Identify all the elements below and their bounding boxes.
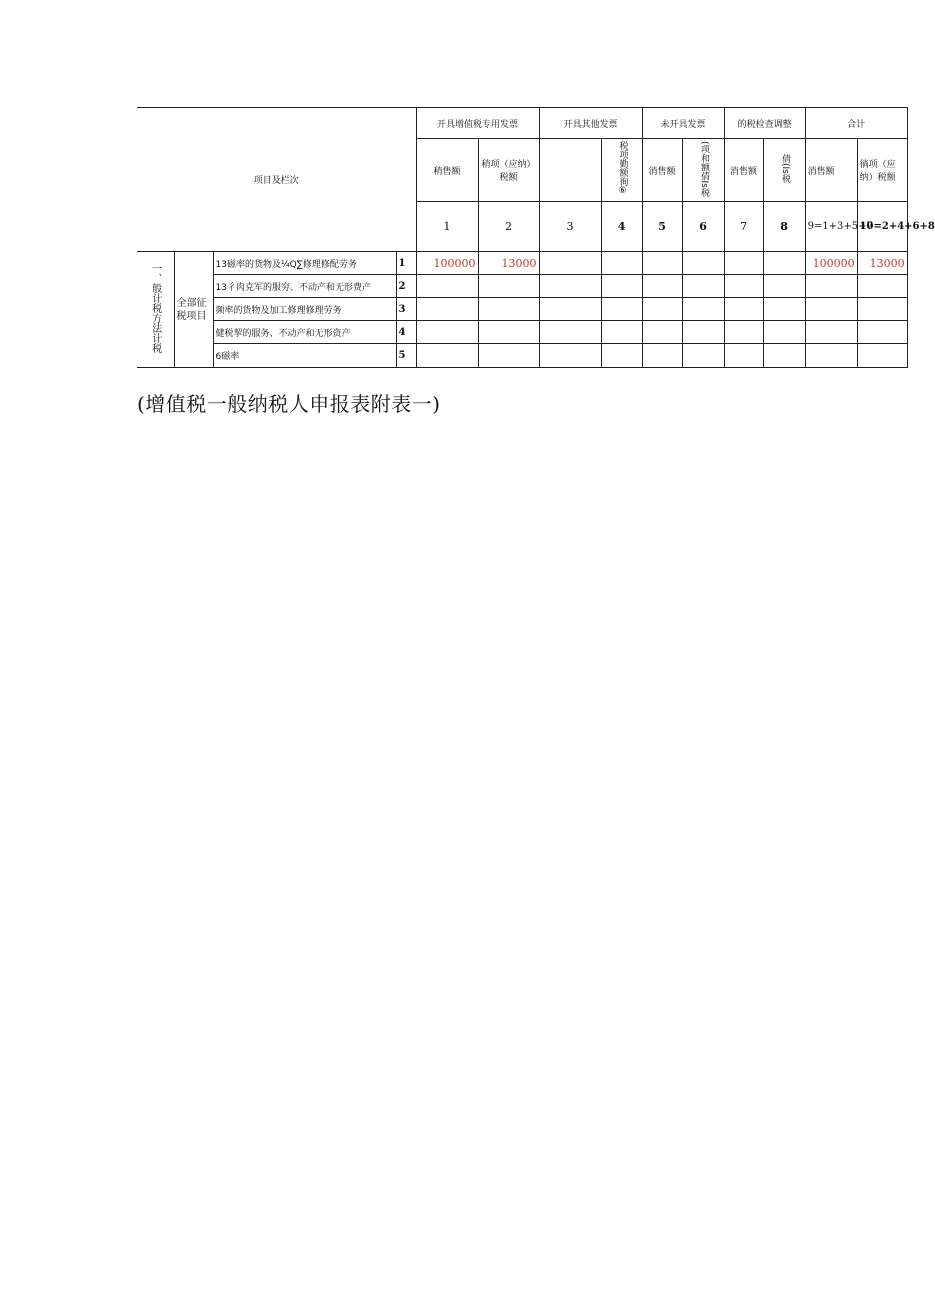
col-number-2: 2: [478, 202, 539, 252]
sub-tax-6-text: (项和额倩Is税: [699, 140, 709, 197]
row-line-number: 2: [396, 275, 416, 298]
form-caption: (增值税一般纳税人申报表附表一): [137, 392, 441, 416]
col-number-1: 1: [416, 202, 478, 252]
col-number-3: 3: [539, 202, 601, 252]
cell-10: [857, 275, 907, 298]
group-other-invoice: 开具其他发票: [539, 108, 642, 139]
row-item-label: 13彳肉克军的服穷、不动产和无形费产: [213, 275, 396, 298]
cell-4: [601, 275, 642, 298]
cell-7: [724, 298, 763, 321]
row-line-number: 1: [396, 252, 416, 275]
group-total: 合计: [805, 108, 907, 139]
sub-tax-6: [682, 139, 724, 202]
cell-5: [642, 252, 682, 275]
group-no-invoice: 未开具发票: [642, 108, 724, 139]
sub-tax-4-text: 税项勤额徇⑥: [617, 141, 628, 196]
cell-3: [539, 252, 601, 275]
project-header: 项目及栏次: [137, 108, 416, 252]
cell-7: [724, 321, 763, 344]
row-item-label: 13磁率的货物及¼Q∑修理修配劳务: [213, 252, 396, 275]
table-row: [137, 344, 907, 368]
group-tax-inspection-adjust: 的税检查调整: [724, 108, 805, 139]
cell-7: [724, 275, 763, 298]
row-line-number: 4: [396, 321, 416, 344]
cell-8: [763, 252, 805, 275]
cell-4: [601, 344, 642, 368]
group-vat-special-invoice: 开具增值税专用发票: [416, 108, 539, 139]
cell-5: [642, 321, 682, 344]
cell-8: [763, 298, 805, 321]
cell-5: [642, 344, 682, 368]
cell-9: [805, 321, 857, 344]
cell-1: [416, 275, 478, 298]
cell-3: [539, 344, 601, 368]
cell-6: [682, 298, 724, 321]
col-number-7: 7: [724, 202, 763, 252]
cell-3: [539, 275, 601, 298]
cell-2: [478, 344, 539, 368]
cell-9: [805, 298, 857, 321]
cell-7: [724, 252, 763, 275]
cell-9: [805, 275, 857, 298]
cell-1: [416, 344, 478, 368]
table-row: [137, 252, 907, 275]
row-item-label: 6磁率: [213, 344, 396, 368]
cell-tax-2: 13000: [478, 252, 539, 275]
cell-6: [682, 321, 724, 344]
sub-tax-8: [763, 139, 805, 202]
sub-sales-7: 消售额: [724, 139, 763, 202]
col-number-9: 9=1+3+5+7: [805, 202, 857, 252]
row-line-number: 3: [396, 298, 416, 321]
sub-tax-4: [601, 139, 642, 202]
cell-8: [763, 344, 805, 368]
cell-6: [682, 252, 724, 275]
row-line-number: 5: [396, 344, 416, 368]
col-number-8: 8: [763, 202, 805, 252]
sub-tax-8-text: 倩(Is税: [780, 154, 791, 183]
cell-10: [857, 344, 907, 368]
cell-10: [857, 298, 907, 321]
cell-1: [416, 321, 478, 344]
cell-total-sales-9: 100000: [805, 252, 857, 275]
category-cell: [137, 252, 174, 368]
cell-6: [682, 275, 724, 298]
col-number-4: 4: [601, 202, 642, 252]
tax-schedule-table: [137, 107, 935, 368]
sub-empty-3: [539, 139, 601, 202]
col-number-10: 10=2+4+6+8: [857, 202, 907, 252]
row-item-label: 频率的货物及加工修理修理劳务: [213, 298, 396, 321]
cell-3: [539, 298, 601, 321]
cell-3: [539, 321, 601, 344]
sub-tax-2: 稍项（应纳）税额: [478, 139, 539, 202]
cell-2: [478, 321, 539, 344]
cell-2: [478, 275, 539, 298]
table-row: [137, 321, 907, 344]
col-number-5: 5: [642, 202, 682, 252]
col-number-6: 6: [682, 202, 724, 252]
cell-sales-1: 100000: [416, 252, 478, 275]
cell-8: [763, 321, 805, 344]
header-row-groups: [137, 108, 907, 139]
cell-4: [601, 298, 642, 321]
cell-9: [805, 344, 857, 368]
subcategory-cell: 全部征税项目: [174, 252, 213, 368]
cell-5: [642, 275, 682, 298]
tax-schedule-sheet: [137, 107, 935, 368]
cell-4: [601, 321, 642, 344]
cell-5: [642, 298, 682, 321]
cell-1: [416, 298, 478, 321]
cell-2: [478, 298, 539, 321]
category-label: 一、般计税方法计税: [149, 263, 161, 353]
table-row: [137, 298, 907, 321]
sub-sales-9: 消售额: [805, 139, 857, 202]
sub-tax-10: 徜项（应纳）税额: [857, 139, 907, 202]
cell-8: [763, 275, 805, 298]
cell-4: [601, 252, 642, 275]
table-row: [137, 275, 907, 298]
sub-sales-1: 稍售额: [416, 139, 478, 202]
cell-total-tax-10: 13000: [857, 252, 907, 275]
cell-10: [857, 321, 907, 344]
cell-7: [724, 344, 763, 368]
sub-sales-5: 消售额: [642, 139, 682, 202]
row-item-label: 健税挈的服务、不动产和无形资产: [213, 321, 396, 344]
cell-6: [682, 344, 724, 368]
